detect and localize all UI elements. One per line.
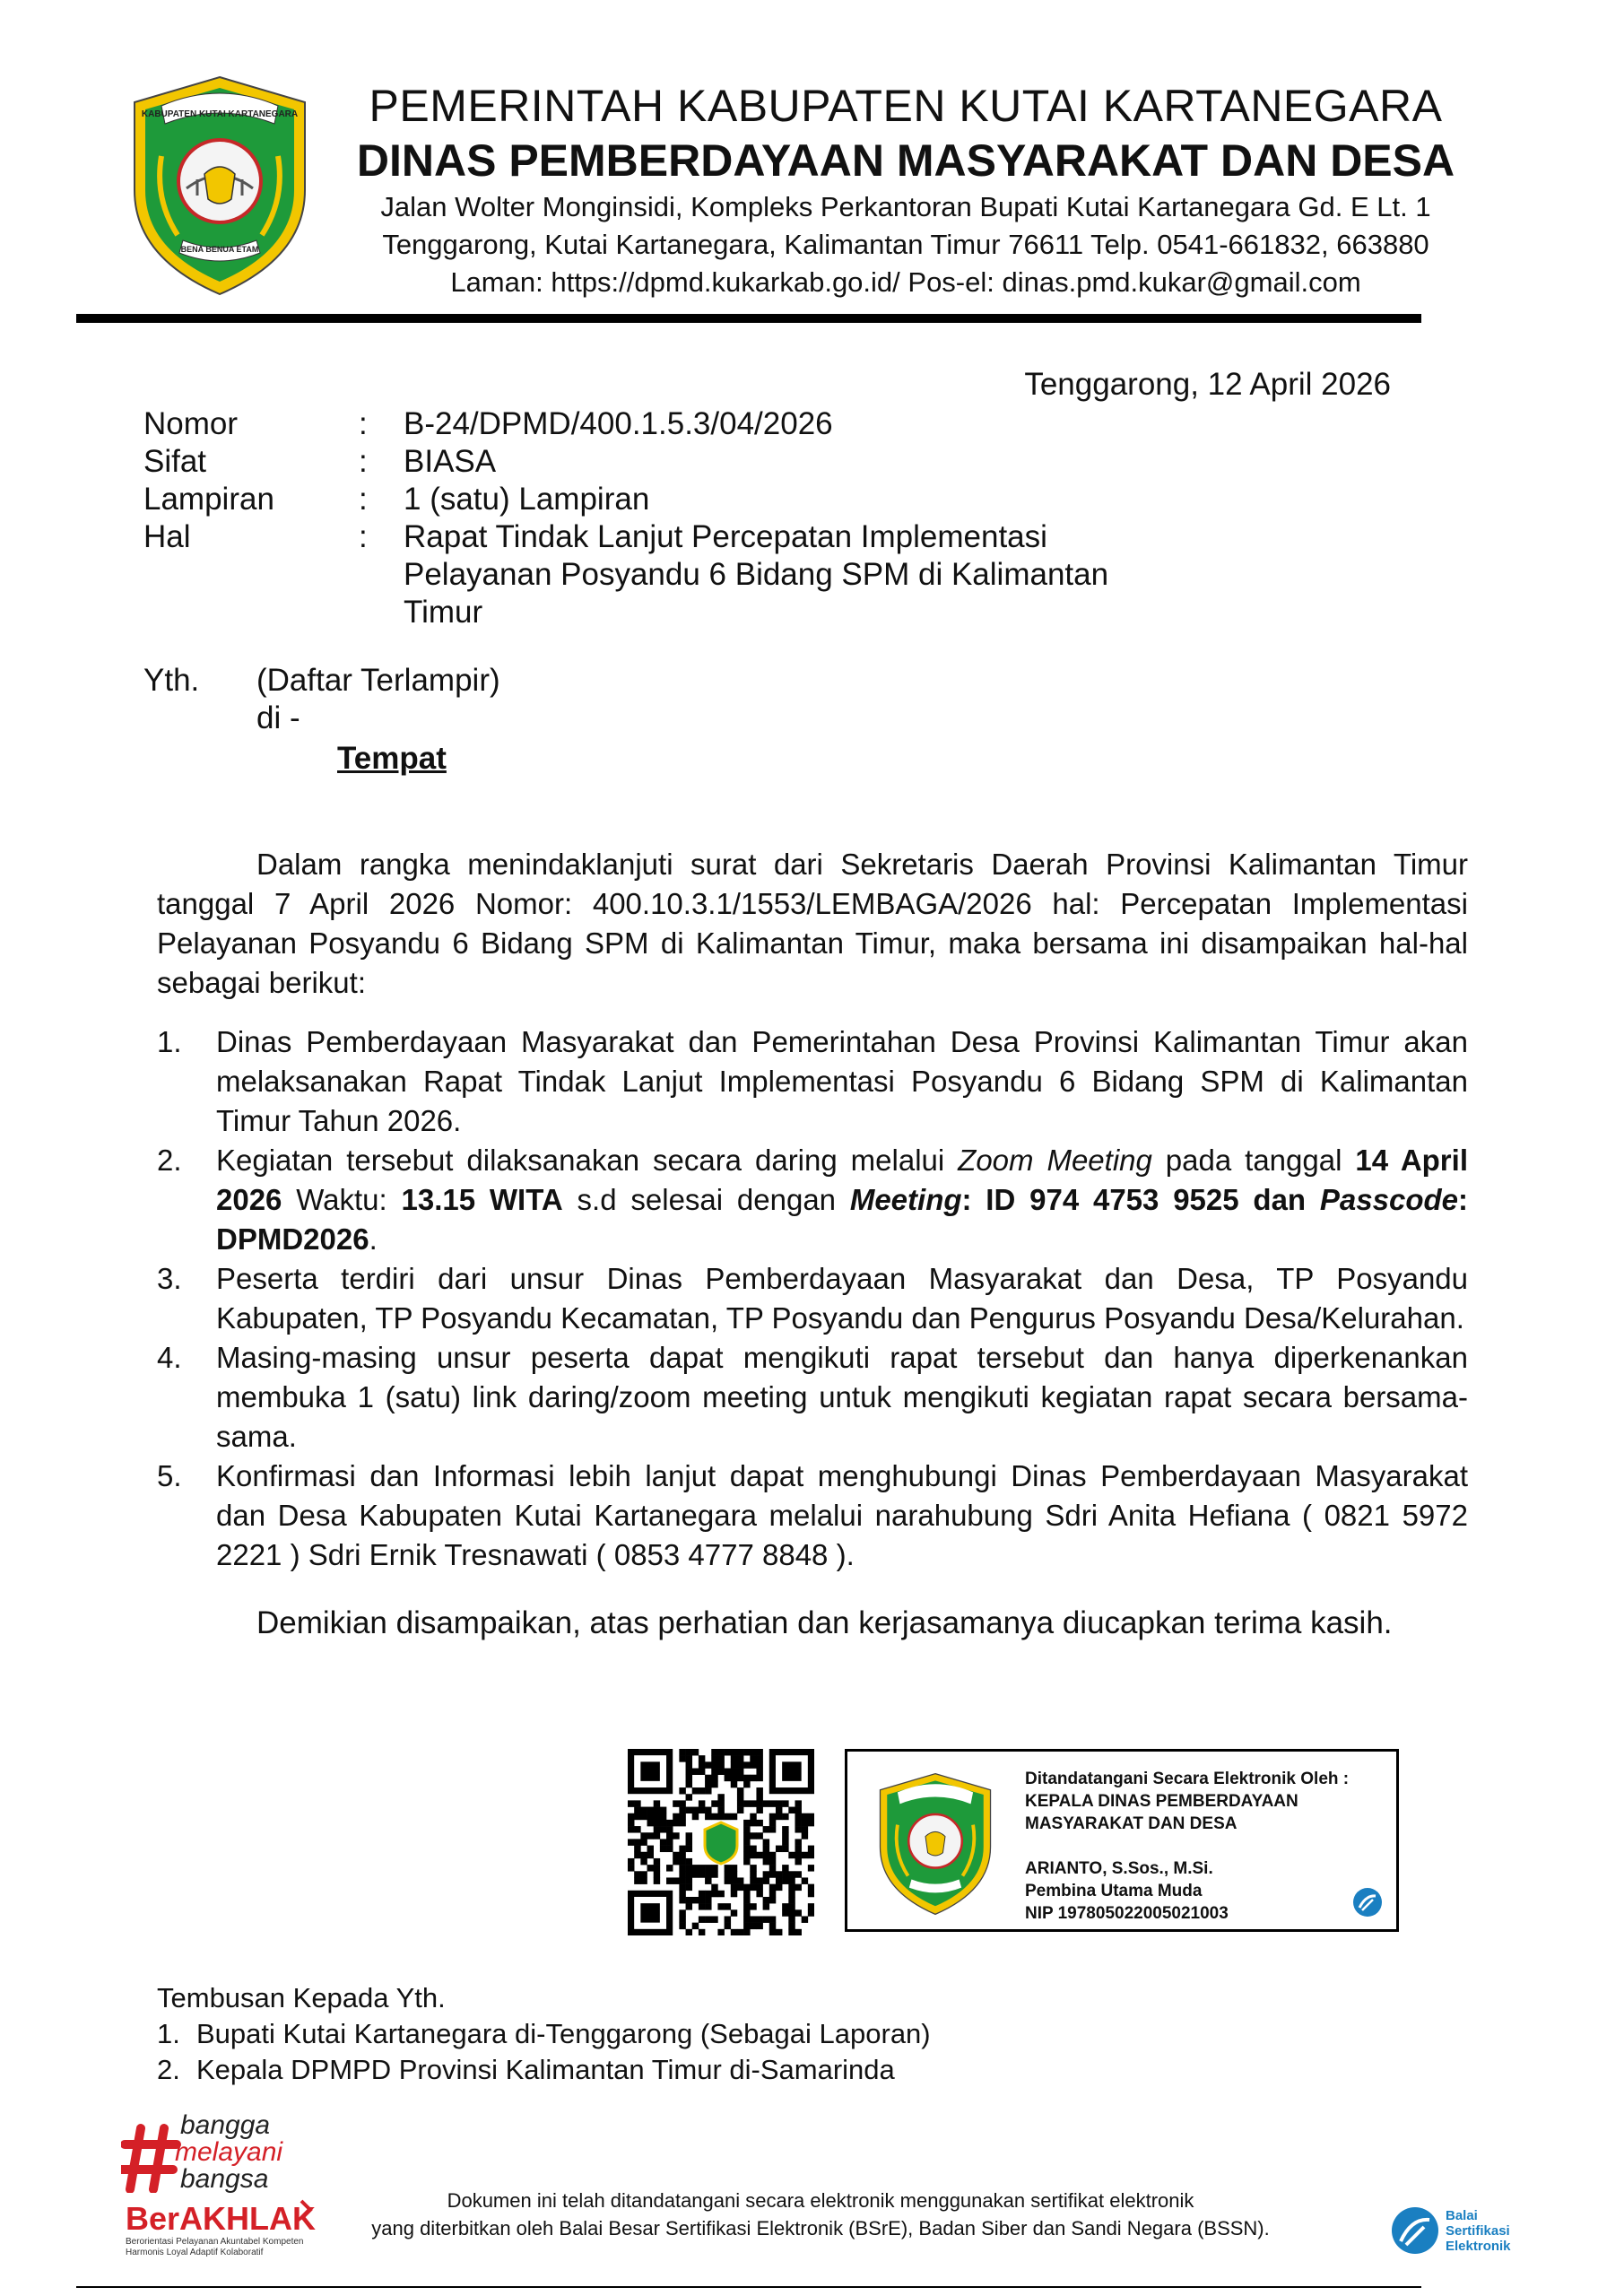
logo-bottom-text: BENA BENUA ETAM — [180, 245, 259, 254]
signature-text — [1025, 1768, 1349, 1925]
qr-code — [628, 1749, 814, 1935]
list-item — [157, 1141, 1468, 1259]
e-signature-box — [845, 1749, 1399, 1932]
yth-label: Yth. — [143, 663, 200, 698]
bsre-text-2: Sertifikasi — [1446, 2223, 1510, 2239]
hal-value-line-2: Pelayanan Posyandu 6 Bidang SPM di Kalimantan — [404, 557, 1109, 592]
recipient-di: di - — [256, 700, 300, 735]
list-item — [157, 2052, 931, 2088]
text-run: pada tanggal — [1151, 1144, 1356, 1177]
nomor-value: B-24/DPMD/400.1.5.3/04/2026 — [404, 406, 833, 441]
hal-value-line-1: Rapat Tindak Lanjut Percepatan Implementasi — [404, 519, 1047, 554]
text-run: s.d selesai dengan — [562, 1183, 850, 1216]
signature-line-3: MASYARAKAT DAN DESA — [1025, 1814, 1238, 1833]
list-item — [157, 1457, 1468, 1575]
list-number: 3. — [157, 1262, 182, 1295]
berakhlak-subtitle-1: Berorientasi Pelayanan Akuntabel Kompeten — [126, 2237, 304, 2247]
bsre-icon — [1351, 1886, 1384, 1918]
meta-row-sifat — [143, 443, 1175, 481]
list-item — [157, 1259, 1468, 1338]
berakhlak-subtitle-2: Harmonis Loyal Adaptif Kolaboratif — [126, 2248, 264, 2257]
tembusan-block — [157, 1980, 931, 2088]
recipient-list: (Daftar Terlampir) — [256, 663, 500, 698]
letter-meta — [143, 405, 1175, 631]
list-text: Peserta terdiri dari unsur Dinas Pemberdayaan Masyarakat dan Desa, TP Posyandu Kabupaten, TP Posyandu Kecamatan, TP Posyandu dan Pengurus Posyandu Desa/Kelurahan. — [216, 1262, 1468, 1335]
berakhlak-logo — [126, 2197, 332, 2260]
bangsa-text: bangsa — [180, 2164, 269, 2193]
signer-nip: NIP 197805022005021003 — [1025, 1904, 1229, 1923]
closing-paragraph: Demikian disampaikan, atas perhatian dan kerjasamanya diucapkan terima kasih. — [256, 1605, 1393, 1640]
address-line-3: Laman: https://dpmd.kukarkab.go.id/ Pos-el: dinas.pmd.kukar@gmail.com — [450, 266, 1361, 298]
hal-value-line-3: Timur — [404, 595, 483, 630]
list-text: Dinas Pemberdayaan Masyarakat dan Pemerintahan Desa Provinsi Kalimantan Timur akan melaksanakan Rapat Tindak Lanjut Implementasi Posyandu 6 Bidang SPM di Kalimantan Timur Tahun 2026. — [216, 1025, 1468, 1137]
meeting-passcode: : DPMD2026 — [216, 1183, 1468, 1256]
kutai-kartanegara-logo — [126, 74, 314, 298]
list-text — [216, 1141, 1468, 1259]
e-sign-footnote — [323, 2187, 1318, 2242]
berakhlak-text: BerAKHLAK — [126, 2200, 317, 2237]
text-run: Kegiatan tersebut dilaksanakan secara daring melalui — [216, 1144, 959, 1177]
letter-date: Tenggarong, 12 April 2026 — [1024, 367, 1391, 402]
list-item — [157, 1022, 1468, 1141]
signer-name: ARIANTO, S.Sos., M.Si. — [1025, 1859, 1213, 1878]
lampiran-value: 1 (satu) Lampiran — [404, 482, 650, 517]
footer-divider — [76, 2286, 1421, 2288]
signature-line-2: KEPALA DINAS PEMBERDAYAAN — [1025, 1792, 1298, 1811]
letterhead — [323, 79, 1489, 301]
letter-body — [157, 845, 1468, 1643]
list-number: 5. — [157, 1459, 182, 1492]
melayani-text: melayani — [175, 2137, 283, 2167]
meeting-time: 13.15 WITA — [401, 1183, 563, 1216]
meta-row-nomor — [143, 405, 1175, 443]
colon: : — [359, 482, 368, 517]
list-number: 4. — [157, 1341, 182, 1374]
lampiran-label: Lampiran — [143, 482, 274, 517]
text-run: . — [369, 1222, 378, 1256]
list-number: 2. — [157, 1144, 182, 1177]
dept-name: DINAS PEMBERDAYAAN MASYARAKAT DAN DESA — [356, 135, 1455, 186]
letterhead-divider — [76, 314, 1421, 323]
point-list — [157, 1022, 1468, 1575]
footnote-line-1: Dokumen ini telah ditandatangani secara elektronik menggunakan sertifikat elektronik — [447, 2189, 1194, 2212]
list-text: Konfirmasi dan Informasi lebih lanjut dapat menghubungi Dinas Pemberdayaan Masyarakat dan Desa Kabupaten Kutai Kartanegara melalui narahubung Sdri Anita Hefiana ( 0821 5972 2221 ) Sdri Ernik Tresnawati ( 0853 4777 8848 ). — [216, 1459, 1468, 1571]
list-item — [157, 2016, 931, 2052]
text-run-italic: Zoom Meeting — [958, 1144, 1152, 1177]
logo-top-text: KABUPATEN KUTAI KARTANEGARA — [141, 109, 299, 119]
bangga-melayani-bangsa-logo — [121, 2103, 327, 2193]
bangga-text: bangga — [180, 2110, 271, 2140]
recipient-row — [143, 662, 500, 700]
colon: : — [359, 406, 368, 441]
meta-row-lampiran — [143, 481, 1175, 518]
signer-rank: Pembina Utama Muda — [1025, 1882, 1203, 1900]
hal-label: Hal — [143, 519, 191, 554]
text-run-bold-italic: Passcode — [1319, 1183, 1458, 1216]
bsre-text-1: Balai — [1446, 2208, 1478, 2223]
address-line-2: Tenggarong, Kutai Kartanegara, Kalimantan Timur 76611 Telp. 0541-661832, 663880 — [382, 229, 1429, 260]
nomor-label: Nomor — [143, 406, 239, 441]
meeting-date: 14 April 2026 — [216, 1144, 1468, 1216]
meta-row-hal — [143, 518, 1175, 631]
list-number: 1. — [157, 1025, 182, 1058]
recipient-block — [143, 662, 500, 778]
colon: : — [359, 444, 368, 479]
gov-name: PEMERINTAH KABUPATEN KUTAI KARTANEGARA — [369, 81, 1443, 131]
bsre-logo — [1390, 2202, 1533, 2256]
text-run-bold-italic: Meeting — [849, 1183, 962, 1216]
colon: : — [359, 519, 368, 554]
hal-value — [404, 518, 1175, 631]
intro-paragraph: Dalam rangka menindaklanjuti surat dari Sekretaris Daerah Provinsi Kalimantan Timur tanggal 7 April 2026 Nomor: 400.10.3.1/1553/LEMBAGA/2026 hal: Percepatan Implementasi Pelayanan Posyandu 6 Bidang SPM di Kalimantan Timur, maka bersama ini disampaikan hal-hal sebagai berikut: — [157, 848, 1468, 999]
sifat-label: Sifat — [143, 444, 207, 479]
list-item — [157, 1338, 1468, 1457]
list-text: Masing-masing unsur peserta dapat mengikuti rapat tersebut dan hanya diperkenankan membuka 1 (satu) link daring/zoom meeting untuk mengikuti kegiatan rapat secara bersama-sama. — [216, 1341, 1468, 1453]
text-run: Waktu: — [282, 1183, 402, 1216]
bsre-text-3: Elektronik — [1446, 2239, 1511, 2254]
sifat-value: BIASA — [404, 444, 497, 479]
list-text: Kepala DPMPD Provinsi Kalimantan Timur di-Samarinda — [196, 2054, 895, 2085]
tembusan-title: Tembusan Kepada Yth. — [157, 1982, 446, 2013]
list-number: 1. — [157, 2018, 180, 2049]
meeting-id: : ID 974 4753 9525 dan — [961, 1183, 1320, 1216]
recipient-place: Tempat — [337, 741, 447, 776]
signature-line-1: Ditandatangani Secara Elektronik Oleh : — [1025, 1770, 1350, 1788]
list-number: 2. — [157, 2054, 180, 2085]
kutai-kartanegara-logo — [874, 1771, 996, 1917]
list-text: Bupati Kutai Kartanegara di-Tenggarong (Sebagai Laporan) — [196, 2018, 931, 2049]
address-line-1: Jalan Wolter Monginsidi, Kompleks Perkantoran Bupati Kutai Kartanegara Gd. E Lt. 1 — [380, 191, 1431, 222]
footnote-line-2: yang diterbitkan oleh Balai Besar Sertifikasi Elektronik (BSrE), Badan Siber dan Sandi Negara (BSSN). — [371, 2217, 1270, 2239]
